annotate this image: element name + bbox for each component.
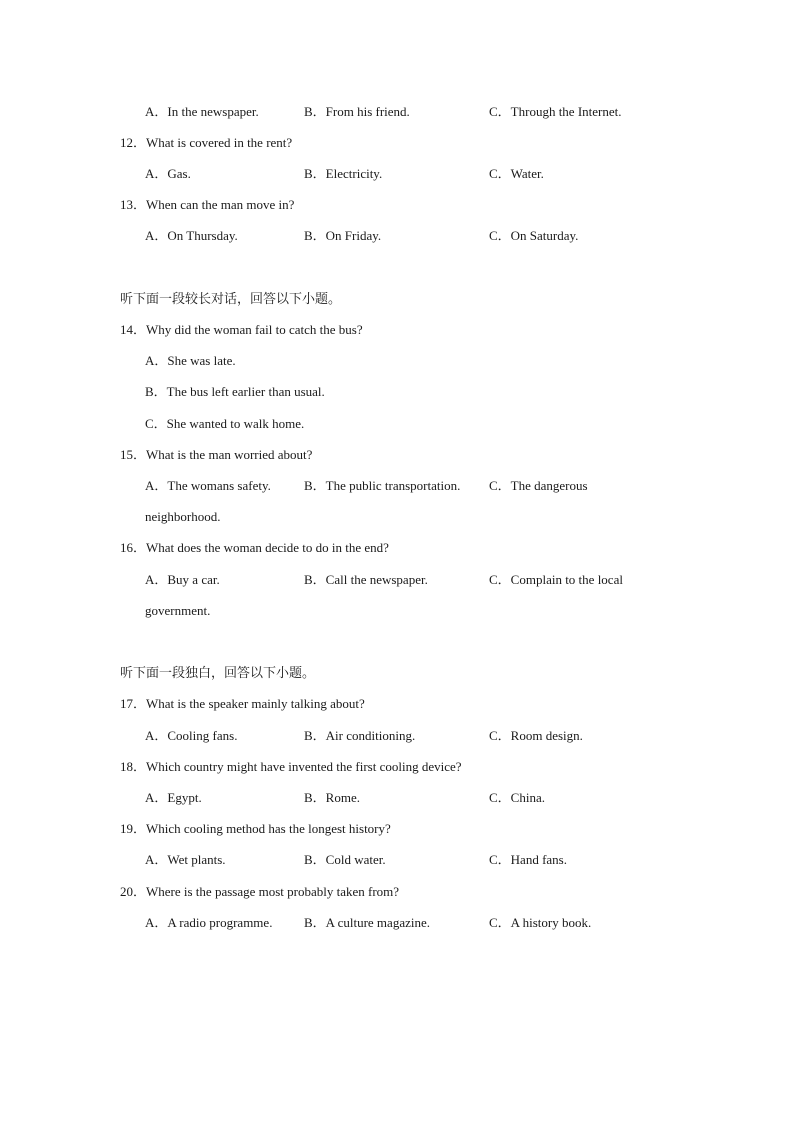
q14-question: 14．Why did the woman fail to catch the bus? [120,322,363,337]
q18-option-a: A．Egypt. [145,790,202,805]
q12-option-a: A．Gas. [145,166,191,181]
q17-option-a: A．Cooling fans. [145,728,238,743]
q12-question: 12．What is covered in the rent? [120,135,293,150]
q15-option-b: B．The public transportation. [304,478,461,493]
q15-option-a: A．The womans safety. [145,478,271,493]
q15-question: 15．What is the man worried about? [120,447,313,462]
section-heading-monologue: 听下面一段独白，回答以下小题。 [120,665,316,680]
q11-option-a: A．In the newspaper. [145,104,259,119]
q11-option-b: B．From his friend. [304,104,410,119]
q20-question: 20．Where is the passage most probably taken from? [120,884,400,899]
q20-option-b: B．A culture magazine. [304,915,430,930]
q14-option-a: A．She was late. [145,353,236,368]
q13-option-a: A．On Thursday. [145,228,238,243]
q19-option-a: A．Wet plants. [145,852,226,867]
q18-question: 18．Which country might have invented the first cooling device? [120,759,462,774]
q11-option-c: C．Through the Internet. [489,104,622,119]
q13-option-c: C．On Saturday. [489,228,579,243]
q17-option-c: C．Room design. [489,728,583,743]
q18-option-c: C．China. [489,790,545,805]
q16-option-c-continuation: government. [145,603,211,618]
q19-option-b: B．Cold water. [304,852,386,867]
q17-question: 17．What is the speaker mainly talking about? [120,696,365,711]
q18-option-b: B．Rome. [304,790,360,805]
q16-option-b: B．Call the newspaper. [304,572,428,587]
q16-option-c: C．Complain to the local [489,572,623,587]
q12-option-c: C．Water. [489,166,544,181]
q17-option-b: B．Air conditioning. [304,728,416,743]
q15-option-c-continuation: neighborhood. [145,509,221,524]
q14-option-b: B．The bus left earlier than usual. [145,384,325,399]
q20-option-a: A．A radio programme. [145,915,273,930]
q16-option-a: A．Buy a car. [145,572,220,587]
q20-option-c: C．A history book. [489,915,592,930]
q15-option-c: C．The dangerous [489,478,588,493]
section-heading-dialogue: 听下面一段较长对话，回答以下小题。 [120,291,342,306]
q16-question: 16．What does the woman decide to do in the end? [120,540,389,555]
q14-option-c: C．She wanted to walk home. [145,416,305,431]
q19-option-c: C．Hand fans. [489,852,567,867]
q13-option-b: B．On Friday. [304,228,382,243]
q19-question: 19．Which cooling method has the longest history? [120,821,391,836]
q13-question: 13．When can the man move in? [120,197,295,212]
q12-option-b: B．Electricity. [304,166,383,181]
